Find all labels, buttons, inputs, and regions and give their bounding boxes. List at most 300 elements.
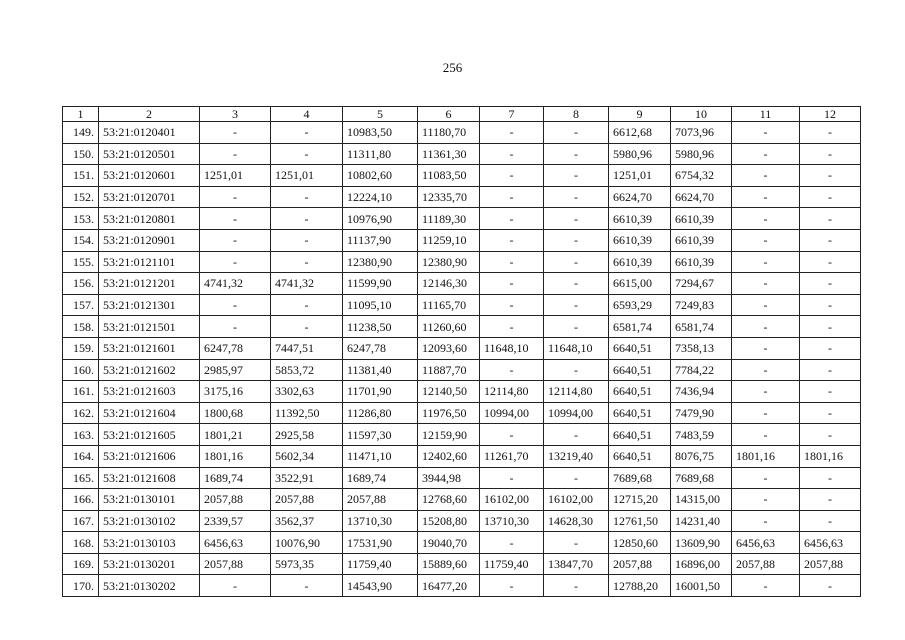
value-cell: - [271, 316, 343, 338]
row-number-cell: 164. [63, 445, 99, 467]
value-cell: 5980,96 [671, 143, 732, 165]
row-number-cell: 155. [63, 251, 99, 273]
value-cell: - [480, 467, 544, 489]
value-cell: - [800, 467, 861, 489]
value-cell: - [200, 122, 271, 144]
value-cell: - [732, 402, 800, 424]
value-cell: - [200, 316, 271, 338]
value-cell: - [480, 208, 544, 230]
value-cell: 12224,10 [343, 186, 418, 208]
column-header: 7 [480, 107, 544, 122]
value-cell: 11189,30 [418, 208, 480, 230]
value-cell: 7447,51 [271, 337, 343, 359]
value-cell: 1689,74 [343, 467, 418, 489]
value-cell: 2985,97 [200, 359, 271, 381]
value-cell: - [544, 467, 609, 489]
value-cell: - [800, 294, 861, 316]
value-cell: 3562,37 [271, 510, 343, 532]
value-cell: 2057,88 [732, 553, 800, 575]
value-cell: 6610,39 [671, 208, 732, 230]
value-cell: 11759,40 [343, 553, 418, 575]
value-cell: - [800, 165, 861, 187]
value-cell: 12093,60 [418, 337, 480, 359]
table-row [63, 337, 861, 359]
value-cell: 11165,70 [418, 294, 480, 316]
value-cell: 1800,68 [200, 402, 271, 424]
table-row [63, 575, 861, 597]
column-header: 10 [671, 107, 732, 122]
row-number-cell: 168. [63, 532, 99, 554]
value-cell: 11976,50 [418, 402, 480, 424]
value-cell: 6581,74 [609, 316, 671, 338]
table-row [63, 229, 861, 251]
row-number-cell: 169. [63, 553, 99, 575]
value-cell: - [271, 186, 343, 208]
value-cell: - [800, 381, 861, 403]
value-cell: - [480, 575, 544, 597]
value-cell: 11259,10 [418, 229, 480, 251]
value-cell: 6754,32 [671, 165, 732, 187]
value-cell: 12788,20 [609, 575, 671, 597]
value-cell: - [800, 337, 861, 359]
value-cell: - [480, 424, 544, 446]
table-row [63, 186, 861, 208]
row-number-cell: 152. [63, 186, 99, 208]
column-header: 4 [271, 107, 343, 122]
cadastral-number-cell: 53:21:0121602 [99, 359, 200, 381]
value-cell: 12380,90 [418, 251, 480, 273]
value-cell: - [732, 510, 800, 532]
value-cell: - [480, 532, 544, 554]
value-cell: 10076,90 [271, 532, 343, 554]
value-cell: - [200, 143, 271, 165]
value-cell: 1801,16 [800, 445, 861, 467]
row-number-cell: 150. [63, 143, 99, 165]
value-cell: 6610,39 [671, 229, 732, 251]
cadastral-number-cell: 53:21:0121301 [99, 294, 200, 316]
row-number-cell: 149. [63, 122, 99, 144]
value-cell: 6640,51 [609, 402, 671, 424]
table-row [63, 251, 861, 273]
value-cell: - [732, 359, 800, 381]
value-cell: 5602,34 [271, 445, 343, 467]
value-cell: - [544, 359, 609, 381]
value-cell: - [800, 229, 861, 251]
value-cell: - [271, 143, 343, 165]
cadastral-number-cell: 53:21:0121601 [99, 337, 200, 359]
value-cell: 8076,75 [671, 445, 732, 467]
row-number-cell: 160. [63, 359, 99, 381]
value-cell: - [480, 122, 544, 144]
value-cell: 16896,00 [671, 553, 732, 575]
value-cell: 12768,60 [418, 489, 480, 511]
value-cell: - [544, 186, 609, 208]
value-cell: 17531,90 [343, 532, 418, 554]
value-cell: - [200, 186, 271, 208]
value-cell: 11137,90 [343, 229, 418, 251]
value-cell: - [200, 575, 271, 597]
value-cell: 4741,32 [271, 273, 343, 295]
row-number-cell: 158. [63, 316, 99, 338]
value-cell: 1689,74 [200, 467, 271, 489]
value-cell: - [200, 251, 271, 273]
value-cell: 6610,39 [609, 208, 671, 230]
value-cell: 6610,39 [609, 251, 671, 273]
value-cell: 2057,88 [609, 553, 671, 575]
value-cell: 10994,00 [544, 402, 609, 424]
value-cell: 1251,01 [200, 165, 271, 187]
value-cell: - [544, 229, 609, 251]
table-row [63, 424, 861, 446]
value-cell: - [544, 532, 609, 554]
value-cell: 12335,70 [418, 186, 480, 208]
value-cell: 11361,30 [418, 143, 480, 165]
value-cell: 6247,78 [200, 337, 271, 359]
value-cell: 13609,90 [671, 532, 732, 554]
value-cell: - [480, 316, 544, 338]
table-row [63, 122, 861, 144]
value-cell: 14315,00 [671, 489, 732, 511]
value-cell: 11648,10 [544, 337, 609, 359]
table-row [63, 402, 861, 424]
value-cell: 1801,16 [732, 445, 800, 467]
value-cell: - [732, 122, 800, 144]
value-cell: - [544, 424, 609, 446]
value-cell: 7073,96 [671, 122, 732, 144]
value-cell: 6456,63 [800, 532, 861, 554]
value-cell: - [480, 273, 544, 295]
value-cell: - [544, 143, 609, 165]
cadastral-number-cell: 53:21:0121608 [99, 467, 200, 489]
value-cell: - [480, 251, 544, 273]
value-cell: 12761,50 [609, 510, 671, 532]
value-cell: - [800, 273, 861, 295]
value-cell: 11238,50 [343, 316, 418, 338]
value-cell: 12146,30 [418, 273, 480, 295]
value-cell: - [544, 294, 609, 316]
value-cell: 3302,63 [271, 381, 343, 403]
value-cell: - [800, 251, 861, 273]
value-cell: 11887,70 [418, 359, 480, 381]
value-cell: - [732, 575, 800, 597]
column-header: 8 [544, 107, 609, 122]
value-cell: 12140,50 [418, 381, 480, 403]
row-number-cell: 157. [63, 294, 99, 316]
cadastral-number-cell: 53:21:0120901 [99, 229, 200, 251]
value-cell: - [800, 402, 861, 424]
value-cell: 2925,58 [271, 424, 343, 446]
value-cell: 15889,60 [418, 553, 480, 575]
value-cell: 16477,20 [418, 575, 480, 597]
cadastral-number-cell: 53:21:0130202 [99, 575, 200, 597]
value-cell: 7483,59 [671, 424, 732, 446]
value-cell: 11597,30 [343, 424, 418, 446]
value-cell: 19040,70 [418, 532, 480, 554]
value-cell: 6624,70 [609, 186, 671, 208]
value-cell: 6624,70 [671, 186, 732, 208]
row-number-cell: 163. [63, 424, 99, 446]
value-cell: 14628,30 [544, 510, 609, 532]
value-cell: - [732, 316, 800, 338]
cadastral-number-cell: 53:21:0120501 [99, 143, 200, 165]
value-cell: - [732, 165, 800, 187]
table-row [63, 273, 861, 295]
value-cell: 13710,30 [343, 510, 418, 532]
value-cell: 11260,60 [418, 316, 480, 338]
value-cell: - [544, 575, 609, 597]
value-cell: 12114,80 [480, 381, 544, 403]
value-cell: - [800, 143, 861, 165]
value-cell: 14543,90 [343, 575, 418, 597]
value-cell: 3944,98 [418, 467, 480, 489]
value-cell: 16102,00 [544, 489, 609, 511]
value-cell: 11180,70 [418, 122, 480, 144]
value-cell: 7689,68 [609, 467, 671, 489]
table-row [63, 381, 861, 403]
value-cell: - [732, 489, 800, 511]
row-number-cell: 162. [63, 402, 99, 424]
value-cell: 4741,32 [200, 273, 271, 295]
value-cell: 7294,67 [671, 273, 732, 295]
value-cell: 11471,10 [343, 445, 418, 467]
cadastral-number-cell: 53:21:0121603 [99, 381, 200, 403]
value-cell: 11095,10 [343, 294, 418, 316]
value-cell: 7479,90 [671, 402, 732, 424]
value-cell: 11759,40 [480, 553, 544, 575]
value-cell: 6456,63 [732, 532, 800, 554]
value-cell: 2057,88 [271, 489, 343, 511]
value-cell: 1801,16 [200, 445, 271, 467]
value-cell: 12159,90 [418, 424, 480, 446]
column-header: 11 [732, 107, 800, 122]
value-cell: 7689,68 [671, 467, 732, 489]
table-row [63, 553, 861, 575]
row-number-cell: 166. [63, 489, 99, 511]
table-row [63, 467, 861, 489]
value-cell: - [200, 294, 271, 316]
cadastral-number-cell: 53:21:0121606 [99, 445, 200, 467]
cadastral-number-cell: 53:21:0121605 [99, 424, 200, 446]
row-number-cell: 154. [63, 229, 99, 251]
value-cell: - [800, 575, 861, 597]
table-row [63, 143, 861, 165]
value-cell: 3522,91 [271, 467, 343, 489]
value-cell: 11392,50 [271, 402, 343, 424]
value-cell: - [200, 229, 271, 251]
value-cell: - [732, 424, 800, 446]
row-number-cell: 161. [63, 381, 99, 403]
value-cell: - [271, 229, 343, 251]
value-cell: - [544, 273, 609, 295]
column-header: 1 [63, 107, 99, 122]
value-cell: 7358,13 [671, 337, 732, 359]
value-cell: 12850,60 [609, 532, 671, 554]
value-cell: 11286,80 [343, 402, 418, 424]
value-cell: 2057,88 [200, 553, 271, 575]
table-row [63, 489, 861, 511]
table-row [63, 532, 861, 554]
table-row [63, 208, 861, 230]
value-cell: - [271, 122, 343, 144]
table-row [63, 510, 861, 532]
page-number: 256 [442, 60, 463, 75]
row-number-cell: 151. [63, 165, 99, 187]
value-cell: 7436,94 [671, 381, 732, 403]
value-cell: - [480, 143, 544, 165]
value-cell: 7249,83 [671, 294, 732, 316]
value-cell: 2057,88 [800, 553, 861, 575]
column-header: 9 [609, 107, 671, 122]
value-cell: 12114,80 [544, 381, 609, 403]
value-cell: - [800, 186, 861, 208]
cadastral-number-cell: 53:21:0130201 [99, 553, 200, 575]
value-cell: - [732, 381, 800, 403]
value-cell: 6456,63 [200, 532, 271, 554]
cadastral-number-cell: 53:21:0130103 [99, 532, 200, 554]
column-header: 3 [200, 107, 271, 122]
cadastral-number-cell: 53:21:0130101 [99, 489, 200, 511]
cadastral-number-cell: 53:21:0120601 [99, 165, 200, 187]
value-cell: - [800, 510, 861, 532]
value-cell: - [271, 208, 343, 230]
value-cell: - [544, 251, 609, 273]
cadastral-number-cell: 53:21:0130102 [99, 510, 200, 532]
value-cell: 11381,40 [343, 359, 418, 381]
cadastral-number-cell: 53:21:0121501 [99, 316, 200, 338]
row-number-cell: 170. [63, 575, 99, 597]
value-cell: 2057,88 [200, 489, 271, 511]
value-cell: 11599,90 [343, 273, 418, 295]
value-cell: - [800, 424, 861, 446]
value-cell: 12402,60 [418, 445, 480, 467]
value-cell: - [732, 186, 800, 208]
value-cell: 11701,90 [343, 381, 418, 403]
value-cell: 3175,16 [200, 381, 271, 403]
cadastral-number-cell: 53:21:0120801 [99, 208, 200, 230]
value-cell: - [480, 165, 544, 187]
value-cell: - [732, 143, 800, 165]
value-cell: 5980,96 [609, 143, 671, 165]
value-cell: - [480, 186, 544, 208]
value-cell: 6640,51 [609, 381, 671, 403]
value-cell: 16001,50 [671, 575, 732, 597]
value-cell: 6640,51 [609, 337, 671, 359]
value-cell: 16102,00 [480, 489, 544, 511]
row-number-cell: 153. [63, 208, 99, 230]
value-cell: - [271, 251, 343, 273]
value-cell: 12380,90 [343, 251, 418, 273]
value-cell: 5973,35 [271, 553, 343, 575]
value-cell: 13219,40 [544, 445, 609, 467]
cadastral-number-cell: 53:21:0121604 [99, 402, 200, 424]
table-row [63, 294, 861, 316]
value-cell: - [732, 208, 800, 230]
value-cell: - [800, 208, 861, 230]
value-cell: - [544, 165, 609, 187]
value-cell: - [800, 359, 861, 381]
value-cell: - [271, 294, 343, 316]
value-cell: 6593,29 [609, 294, 671, 316]
value-cell: 10976,90 [343, 208, 418, 230]
column-header: 12 [800, 107, 861, 122]
value-cell: - [732, 273, 800, 295]
data-table [62, 106, 861, 597]
column-header: 2 [99, 107, 200, 122]
cadastral-number-cell: 53:21:0120401 [99, 122, 200, 144]
table-row [63, 445, 861, 467]
value-cell: - [732, 337, 800, 359]
column-header: 6 [418, 107, 480, 122]
value-cell: - [271, 575, 343, 597]
table-header-row [63, 107, 861, 122]
value-cell: 1801,21 [200, 424, 271, 446]
value-cell: 7784,22 [671, 359, 732, 381]
value-cell: - [732, 251, 800, 273]
value-cell: 6581,74 [671, 316, 732, 338]
value-cell: 6640,51 [609, 445, 671, 467]
value-cell: 6610,39 [671, 251, 732, 273]
value-cell: 6615,00 [609, 273, 671, 295]
table-row [63, 165, 861, 187]
value-cell: - [480, 229, 544, 251]
value-cell: 2057,88 [343, 489, 418, 511]
value-cell: - [800, 122, 861, 144]
value-cell: 13710,30 [480, 510, 544, 532]
value-cell: - [800, 316, 861, 338]
value-cell: 15208,80 [418, 510, 480, 532]
value-cell: 10994,00 [480, 402, 544, 424]
value-cell: 12715,20 [609, 489, 671, 511]
cadastral-number-cell: 53:21:0120701 [99, 186, 200, 208]
value-cell: 6640,51 [609, 424, 671, 446]
value-cell: 14231,40 [671, 510, 732, 532]
value-cell: - [732, 294, 800, 316]
value-cell: - [544, 316, 609, 338]
value-cell: - [732, 467, 800, 489]
value-cell: - [800, 489, 861, 511]
value-cell: - [200, 208, 271, 230]
value-cell: 1251,01 [609, 165, 671, 187]
value-cell: 11261,70 [480, 445, 544, 467]
value-cell: - [732, 229, 800, 251]
value-cell: 1251,01 [271, 165, 343, 187]
value-cell: 6610,39 [609, 229, 671, 251]
value-cell: 11648,10 [480, 337, 544, 359]
value-cell: - [480, 294, 544, 316]
table-row [63, 316, 861, 338]
cadastral-number-cell: 53:21:0121201 [99, 273, 200, 295]
row-number-cell: 165. [63, 467, 99, 489]
value-cell: 6612,68 [609, 122, 671, 144]
value-cell: - [544, 208, 609, 230]
value-cell: 10802,60 [343, 165, 418, 187]
value-cell: - [480, 359, 544, 381]
row-number-cell: 156. [63, 273, 99, 295]
value-cell: 10983,50 [343, 122, 418, 144]
table-row [63, 359, 861, 381]
row-number-cell: 159. [63, 337, 99, 359]
row-number-cell: 167. [63, 510, 99, 532]
value-cell: 2339,57 [200, 510, 271, 532]
value-cell: 5853,72 [271, 359, 343, 381]
value-cell: 11311,80 [343, 143, 418, 165]
value-cell: 13847,70 [544, 553, 609, 575]
value-cell: 11083,50 [418, 165, 480, 187]
value-cell: 6247,78 [343, 337, 418, 359]
column-header: 5 [343, 107, 418, 122]
cadastral-number-cell: 53:21:0121101 [99, 251, 200, 273]
value-cell: - [544, 122, 609, 144]
